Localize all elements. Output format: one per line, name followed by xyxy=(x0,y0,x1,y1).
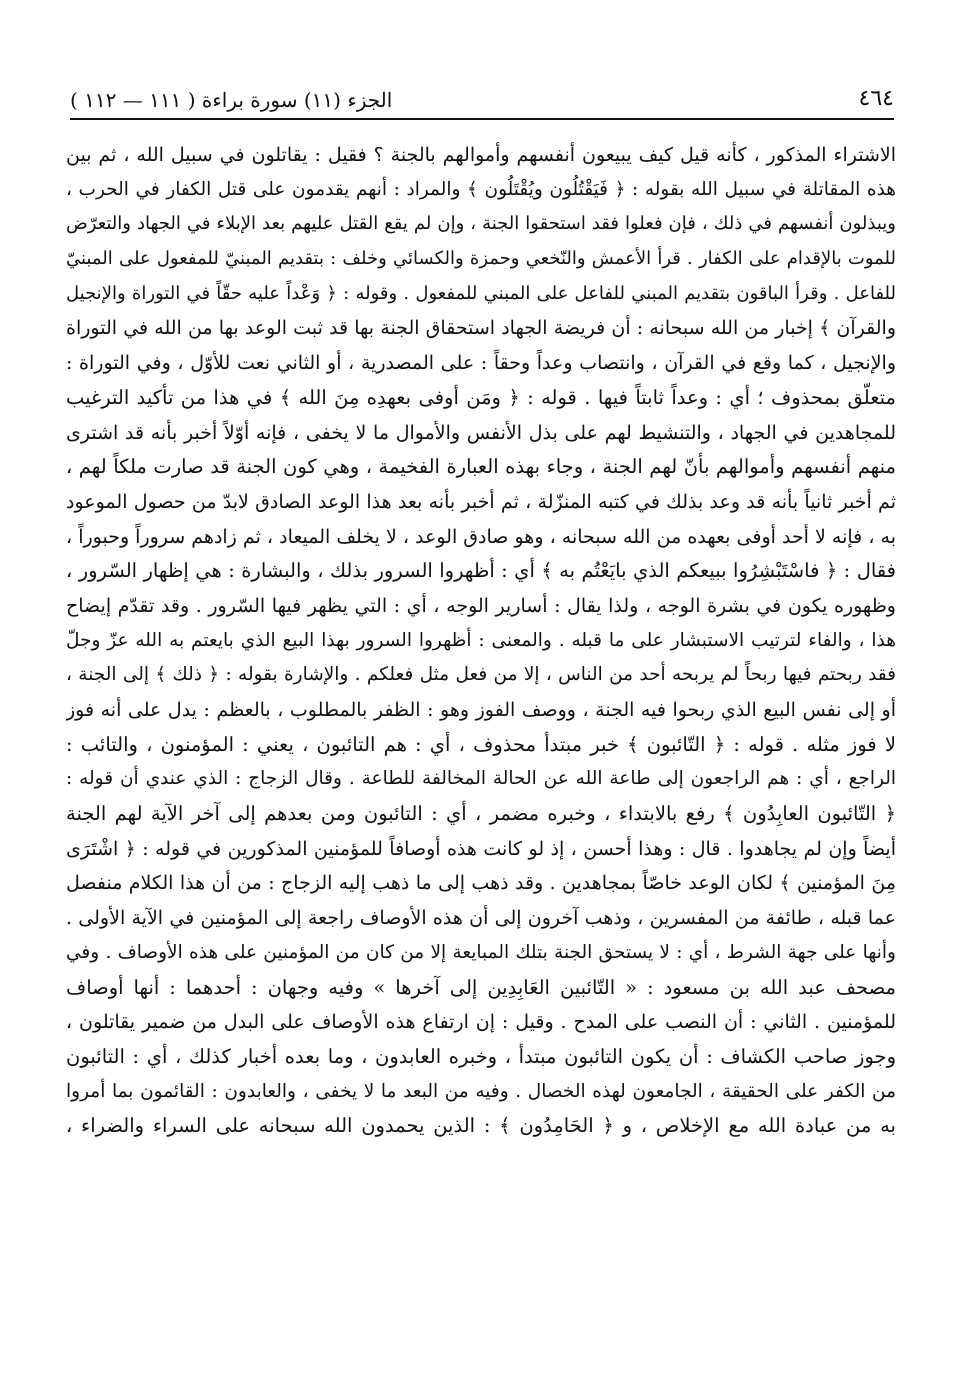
text-line: للموت بالإقدام على الكفار . قرأ الأعمش والنّخعي وحمزة والكسائي وخلف : بتقديم المبنيّ للمفعول على المبنيّ xyxy=(66,248,896,270)
text-line: والإنجيل ، كما وقع في القرآن ، وانتصاب وعداً وحقاً : على المصدرية ، أو الثاني نعت للأوّل ، وفي التوراة : xyxy=(66,352,896,375)
text-line: هذا ، والفاء لترتيب الاستبشار على ما قبله . والمعنى : أظهروا السرور بهذا البيع الذي بايعتم به الله عزّ وجلّ xyxy=(66,629,896,651)
text-line: مصحف عبد الله بن مسعود : « التّائبين العَابِدِين إلى آخرها » وفيه وجهان : أحدهما : أنها أوصاف xyxy=(66,975,896,999)
text-line: من الكفر على الحقيقة ، الجامعون لهذه الخصال . وفيه من البعد ما لا يخفى ، والعابدون : القائمون بما أمروا xyxy=(66,1080,896,1102)
text-line: للمجاهدين في الجهاد ، والتنشيط لهم على بذل الأنفس والأموال ما لا يخفى ، فإنه أوّلاً أخبر بأنه قد اشترى xyxy=(66,421,896,444)
text-line: مِنَ المؤمنين ﴾ لكان الوعد خاصّاً بمجاهدين . وقد ذهب إلى ما ذهب إليه الزجاج : من أن هذا الكلام منفصل xyxy=(66,872,896,895)
text-line: للمؤمنين . الثاني : أن النصب على المدح . وقيل : إن ارتفاع هذه الأوصاف على البدل من ضمير يقاتلون ، xyxy=(66,1011,896,1034)
text-line: ثم أخبر ثانياً بأنه قد وعد بذلك في كتبه المنزّلة ، ثم أخبر بأنه بعد هذا الوعد الصادق لابدّ من حصول الموعود xyxy=(66,490,896,513)
text-line: والقرآن ﴾ إخبار من الله سبحانه : أن فريضة الجهاد استحقاق الجنة بها قد ثبت الوعد بها من الله في التوراة xyxy=(66,317,896,340)
page-header xyxy=(70,86,894,120)
text-line: فقال : ﴿ فاسْتَبْشِرُوا ببيعكم الذي بايَعْتُم به ﴾ أي : أظهروا السرور بذلك ، والبشارة : هي إظهار السّرور ، xyxy=(66,559,896,583)
text-line: للفاعل . وقرأ الباقون بتقديم المبني للفاعل على المبني للمفعول . وقوله : ﴿ وَعْداً عليه حقّاً في التوراة والإنجيل xyxy=(66,282,896,304)
text-line: وظهوره يكون في بشرة الوجه ، ولذا يقال : أسارير الوجه ، أي : التي يظهر فيها السّرور . وقد تقدّم إيضاح xyxy=(66,594,896,617)
text-line: ﴿ التّائبون العابِدُون ﴾ رفع بالابتداء ، وخبره مضمر ، أي : التائبون ومن بعدهم إلى آخر الآية لهم الجنة xyxy=(66,802,896,826)
text-line: وأنها على جهة الشرط ، أي : لا يستحق الجنة بتلك المبايعة إلا من كان من المؤمنين على هذه الأوصاف . وفي xyxy=(66,941,896,963)
text-line: ويبذلون أنفسهم في ذلك ، فإن فعلوا فقد استحقوا الجنة ، وإن لم يقع القتل عليهم بعد الإبلاء في الجهاد والتعرّض xyxy=(66,213,896,235)
page-body xyxy=(66,138,896,1144)
text-line: الراجع ، أي : هم الراجعون إلى طاعة الله عن الحالة المخالفة للطاعة . وقال الزجاج : الذي عندي أن قوله : xyxy=(66,768,896,790)
text-line: أيضاً وإن لم يجاهدوا . قال : وهذا أحسن ، إذ لو كانت هذه أوصافاً للمؤمنين المذكورين في قوله : ﴿ اشْتَرَى xyxy=(66,837,896,860)
text-line: أو إلى نفس البيع الذي ربحوا فيه الجنة ، ووصف الفوز وهو : الظفر بالمطلوب ، بالعظم : يدل على أنه فوز xyxy=(66,699,896,721)
text-line: متعلّق بمحذوف ؛ أي : وعداً ثابتاً فيها . قوله : ﴿ ومَن أوفى بعهدِه مِنَ الله ﴾ في هذا من تأكيد الترغيب xyxy=(66,385,896,409)
text-line: وجوز صاحب الكشاف : أن يكون التائبون مبتدأ ، وخبره العابدون ، وما بعده أخبار كذلك ، أي : التائبون xyxy=(66,1044,896,1068)
text-line: منهم أنفسهم وأموالهم بأنّ لهم الجنة ، وجاء بهذه العبارة الفخيمة ، وهي كون الجنة قد صارت ملكاً لهم ، xyxy=(66,455,896,479)
text-line: هذه المقاتلة في سبيل الله بقوله : ﴿ فَيَقْتُلُون ويُقْتَلُون ﴾ والمراد : أنهم يقدمون على قتل الكفار في الحرب ، xyxy=(66,178,896,200)
page-number: ٤٦٤ xyxy=(858,86,894,111)
text-line: فقد ربحتم فيها ربحاً لم يربحه أحد من الناس ، إلا من فعل مثل فعلكم . والإشارة بقوله : ﴿ ذلك ﴾ إلى الجنة ، xyxy=(66,664,896,686)
text-line: عما قبله ، طائفة من المفسرين ، وذهب آخرون إلى أن هذه الأوصاف راجعة إلى المؤمنين في الآية الأولى . xyxy=(66,907,896,930)
text-line: الاشتراء المذكور ، كأنه قيل كيف يبيعون أنفسهم وأموالهم بالجنة ؟ فقيل : يقاتلون في سبيل الله ، ثم بين xyxy=(66,144,896,166)
running-title: الجزء (١١) سورة براءة ( ١١١ — ١١٢ ) xyxy=(70,88,393,112)
text-line: لا فوز مثله . قوله : ﴿ التّائبون ﴾ خبر مبتدأ محذوف ، أي : هم التائبون ، يعني : المؤمنون ، والتائب : xyxy=(66,732,896,756)
text-line: به من عبادة الله مع الإخلاص ، و ﴿ الحَامِدُون ﴾ : الذين يحمدون الله سبحانه على السراء والضراء ، xyxy=(66,1114,896,1138)
text-line: به ، فإنه لا أحد أوفى بعهده من الله سبحانه ، وهو صادق الوعد ، لا يخلف الميعاد ، ثم زادهم سروراً وحبوراً ، xyxy=(66,525,896,548)
